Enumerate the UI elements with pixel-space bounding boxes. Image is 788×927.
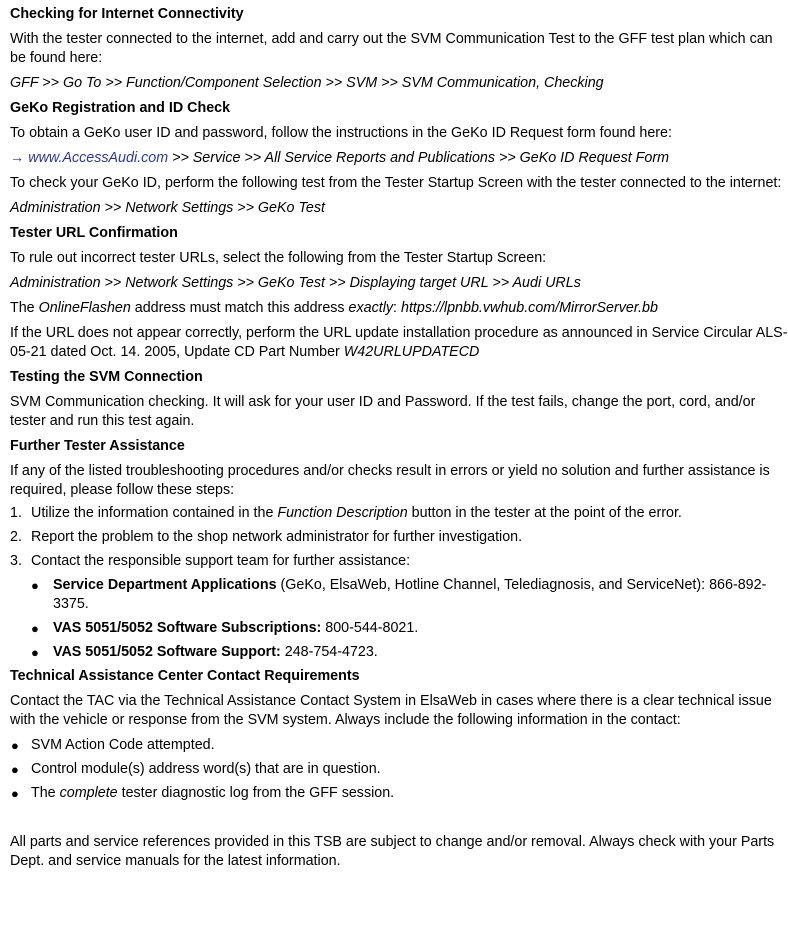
- bullet-icon: ●: [11, 738, 19, 753]
- step-text: Report the problem to the shop network administrator for further investigation.: [31, 529, 523, 545]
- menu-path-geko-test: Administration >> Network Settings >> GeKo Test: [10, 200, 325, 216]
- list-item: [10, 528, 788, 547]
- contact-label: Service Department Applications: [53, 577, 277, 593]
- section-tester-url: [10, 224, 788, 362]
- cd-part-number: W42URLUPDATECD: [343, 344, 480, 360]
- function-description-term: Function Description: [277, 505, 408, 521]
- section-svm-connection: [10, 368, 788, 431]
- section-internet-connectivity: [10, 5, 788, 93]
- text-fragment: tester diagnostic log from the GFF session.: [117, 785, 395, 801]
- menu-path-target-url: Administration >> Network Settings >> GeKo Test >> Displaying target URL >> Audi URLs: [10, 275, 581, 291]
- text-tac-intro: Contact the TAC via the Technical Assistance Contact System in ElsaWeb in cases where there is a clear technical issue with the vehicle or response from the SVM system. Always include the following information in the contact:: [10, 693, 772, 728]
- accessaudi-link[interactable]: www.AccessAudi.com: [28, 150, 169, 166]
- text-geko-intro: To obtain a GeKo user ID and password, follow the instructions in the GeKo ID Request form found here:: [10, 125, 672, 141]
- text-connectivity-intro: With the tester connected to the internet, add and carry out the SVM Communication Test to the GFF test plan which can be found here:: [10, 31, 773, 66]
- step-number: 2.: [10, 529, 22, 545]
- text-svm-connection: SVM Communication checking. It will ask for your user ID and Password. If the test fails, change the port, cord, and/or tester and run this test again.: [10, 394, 756, 429]
- text-fragment: address must match this address: [130, 300, 349, 316]
- list-item: [10, 784, 788, 803]
- onlineflashen-term: OnlineFlashen: [38, 300, 131, 316]
- emphasis-complete: complete: [59, 785, 118, 801]
- heading-tester-url: Tester URL Confirmation: [10, 225, 178, 241]
- menu-path-svm: GFF >> Go To >> Function/Component Selection >> SVM >> SVM Communication, Checking: [10, 75, 604, 91]
- list-item: [10, 576, 788, 614]
- text-fragment: button in the tester at the point of the error.: [407, 505, 682, 521]
- contact-label: VAS 5051/5052 Software Subscriptions:: [53, 620, 322, 636]
- list-item: [10, 552, 788, 662]
- list-item: [10, 736, 788, 755]
- contact-detail: 800-544-8021.: [321, 620, 419, 636]
- item-text: SVM Action Code attempted.: [31, 737, 215, 753]
- heading-internet-connectivity: Checking for Internet Connectivity: [10, 6, 244, 22]
- text-url-intro: To rule out incorrect tester URLs, select the following from the Tester Startup Screen:: [10, 250, 547, 266]
- heading-geko-registration: GeKo Registration and ID Check: [10, 100, 231, 116]
- text-url-update: [10, 324, 788, 362]
- text-fragment: Utilize the information contained in the: [31, 505, 278, 521]
- tac-info-list: [10, 736, 788, 803]
- assistance-steps-list: [10, 504, 788, 662]
- text-url-must-match: [10, 299, 788, 318]
- contact-detail: (GeKo, ElsaWeb, Hotline Channel, Telediagnosis, and ServiceNet): 866-892-3375.: [53, 577, 767, 612]
- step-text: Contact the responsible support team for further assistance:: [31, 553, 411, 569]
- list-item: [10, 619, 788, 638]
- text-fragment: If the URL does not appear correctly, perform the URL update installation procedure as announced in Service Circular ALS-05-21 dated Oct. 14. 2005, Update CD Part Number: [10, 325, 788, 360]
- footer-disclaimer: All parts and service references provided in this TSB are subject to change and/or removal. Always check with your Parts Dept. and service manuals for the latest information.: [10, 834, 775, 869]
- text-assistance-intro: If any of the listed troubleshooting procedures and/or checks result in errors or yield no solution and further assistance is required, please follow these steps:: [10, 463, 770, 498]
- bullet-icon: ●: [11, 762, 19, 777]
- step-number: 1.: [10, 505, 22, 521]
- bullet-icon: ●: [31, 621, 39, 636]
- list-item: [10, 760, 788, 779]
- link-line-geko-form: [10, 149, 788, 168]
- bullet-icon: ●: [31, 578, 39, 593]
- item-text: Control module(s) address word(s) that are in question.: [31, 761, 381, 777]
- contact-detail: 248-754-4723.: [280, 644, 378, 660]
- heading-tac-requirements: Technical Assistance Center Contact Requirements: [10, 668, 360, 684]
- step-number: 3.: [10, 553, 22, 569]
- contact-label: VAS 5051/5052 Software Support:: [53, 644, 281, 660]
- text-fragment: The: [31, 785, 60, 801]
- arrow-right-icon: →: [10, 150, 25, 166]
- section-geko-registration: [10, 99, 788, 218]
- bullet-icon: ●: [11, 786, 19, 801]
- text-fragment: The: [10, 300, 39, 316]
- text-geko-check: To check your GeKo ID, perform the following test from the Tester Startup Screen with the tester connected to the internet:: [10, 175, 782, 191]
- section-further-assistance: [10, 437, 788, 662]
- geko-form-path: >> Service >> All Service Reports and Publications >> GeKo ID Request Form: [168, 150, 670, 166]
- list-item: [10, 504, 788, 523]
- heading-svm-connection: Testing the SVM Connection: [10, 369, 203, 385]
- mirror-server-url: https://lpnbb.vwhub.com/MirrorServer.bb: [401, 300, 658, 316]
- emphasis-exactly: exactly: [348, 300, 394, 316]
- section-tac-requirements: [10, 667, 788, 803]
- spacer: [10, 808, 788, 833]
- text-fragment: :: [393, 300, 401, 316]
- bullet-icon: ●: [31, 645, 39, 660]
- support-contacts-list: [10, 576, 788, 662]
- heading-further-assistance: Further Tester Assistance: [10, 438, 185, 454]
- list-item: [10, 643, 788, 662]
